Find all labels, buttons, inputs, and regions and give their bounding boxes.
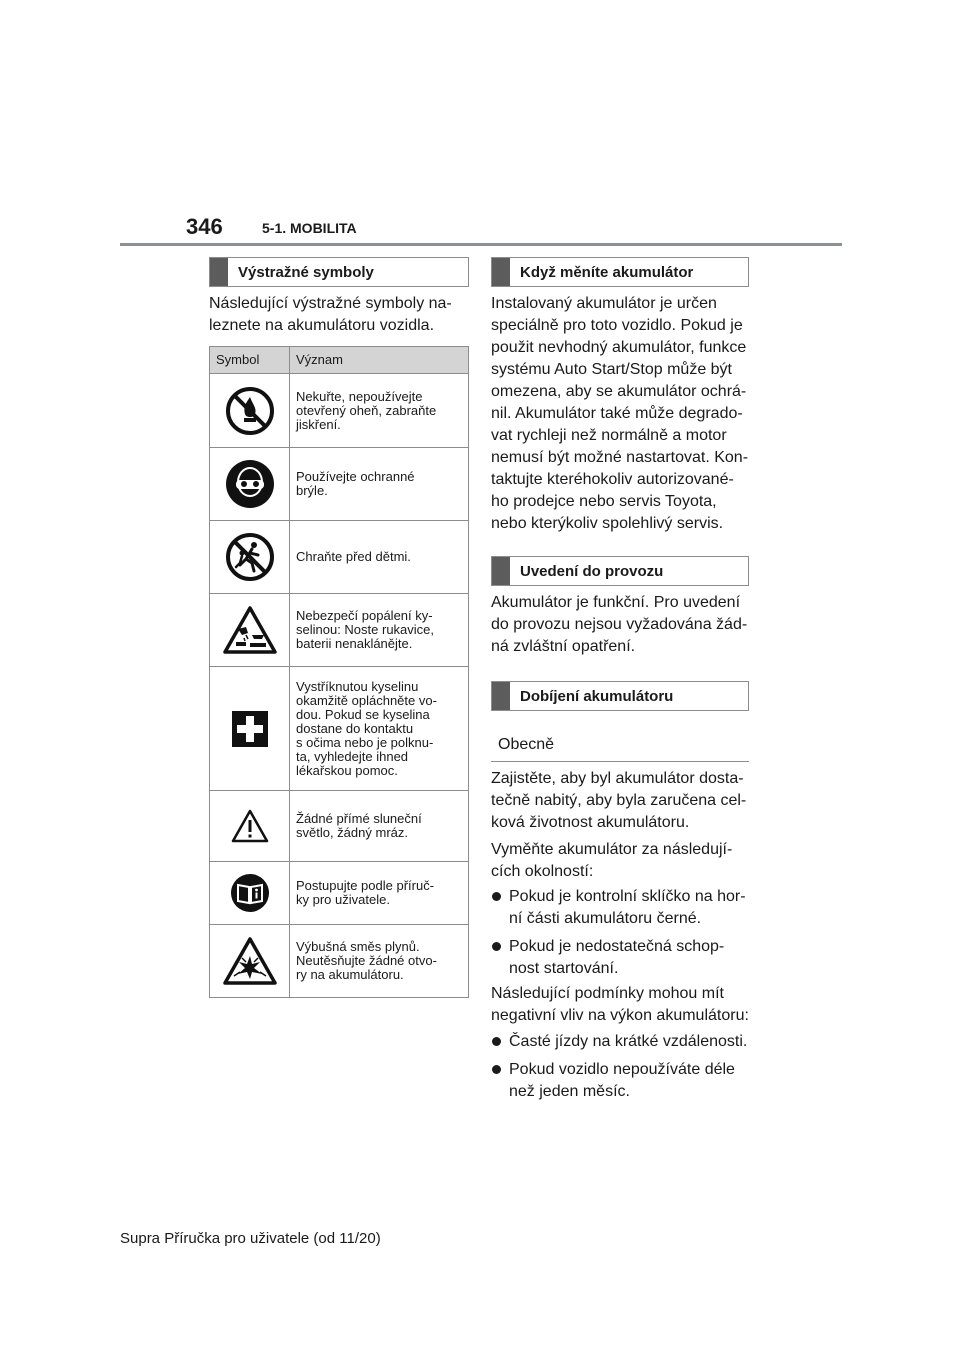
text-line: Nebezpečí popálení ky- [296, 608, 433, 623]
meaning-cell [290, 521, 469, 594]
text-line: Následující výstražné symboly na- [209, 295, 452, 312]
list-item [491, 1031, 753, 1053]
column-header-meaning: Význam [290, 347, 469, 374]
text-line: Zajistěte, aby byl akumulátor dosta- [491, 770, 744, 787]
text-line: ry na akumulátoru. [296, 967, 404, 982]
charging-paragraph-1 [491, 768, 753, 834]
text-line: leznete na akumulátoru vozidla. [209, 317, 435, 334]
section-heading-commissioning [491, 556, 749, 586]
text-line: dostane do kontaktu [296, 720, 414, 736]
text-line: Pokud je nedostatečná schop- [509, 938, 725, 955]
table-row [210, 374, 469, 448]
text-line: baterii nenaklánějte. [296, 636, 413, 651]
text-line: Žádné přímé sluneční [296, 811, 422, 826]
text-line: nemusí být možné nastartovat. Kon- [491, 449, 749, 466]
text-line: vat rychleji než normálně a motor [491, 427, 727, 444]
safety-goggles-icon [224, 458, 276, 510]
warning-triangle-icon [230, 808, 270, 844]
text-line: Následující podmínky mohou mít [491, 985, 724, 1002]
text-line: cích okolností: [491, 863, 594, 880]
text-line: brýle. [296, 483, 328, 498]
text-line: s očima nebo je polknu- [296, 734, 434, 750]
meaning-cell [290, 448, 469, 521]
text-line: otevřený oheň, zabraňte [296, 402, 437, 418]
chapter-title: 5-1. MOBILITA [262, 220, 357, 236]
charging-paragraph-3 [491, 983, 753, 1027]
text-line: ta, vyhledejte ihned [296, 748, 409, 764]
intro-paragraph [209, 293, 469, 337]
meaning-cell [290, 791, 469, 862]
text-line: Postupujte podle příruč- [296, 878, 435, 893]
text-line: Instalovaný akumulátor je určen [491, 295, 717, 312]
list-item [491, 886, 753, 930]
table-row [210, 862, 469, 925]
text-line: Časté jízdy na krátké vzdálenosti. [509, 1033, 748, 1050]
text-line: Neutěsňujte žádné otvo- [296, 953, 437, 968]
table-row [210, 594, 469, 667]
meaning-cell [290, 374, 469, 448]
symbol-cell [210, 791, 290, 862]
heading-text: Když měníte akumulátor [520, 263, 694, 281]
section-heading-battery-replacement [491, 257, 749, 287]
symbol-cell [210, 667, 290, 791]
page-number: 346 [186, 214, 223, 239]
text-line: tečně nabitý, aby byla zaručena cel- [491, 792, 747, 809]
heading-text: Uvedení do provozu [520, 562, 664, 580]
meaning-cell [290, 594, 469, 667]
text-line: speciálně pro toto vozidlo. Pokud je [491, 317, 743, 334]
heading-bar [210, 258, 228, 286]
text-line: do provozu nejsou vyžadována žád- [491, 616, 748, 633]
negative-conditions-list [491, 1031, 753, 1109]
text-line: než jeden měsíc. [509, 1083, 630, 1100]
heading-bar [492, 258, 510, 286]
table-row [210, 521, 469, 594]
column-header-symbol: Symbol [210, 347, 290, 374]
keep-away-children-icon [224, 531, 276, 583]
text-line: Výbušná směs plynů. [296, 939, 420, 954]
list-item [491, 936, 753, 980]
text-line: selinou: Noste rukavice, [296, 622, 435, 637]
text-line: Pokud je kontrolní sklíčko na hor- [509, 888, 746, 905]
corrosive-warning-icon [222, 605, 278, 655]
commissioning-paragraph [491, 592, 753, 658]
text-line: lékařskou pomoc. [296, 762, 398, 778]
symbol-cell [210, 521, 290, 594]
text-line: omezena, aby se akumulátor ochrá- [491, 383, 747, 400]
list-item [491, 1059, 753, 1103]
section-heading-warning-symbols [209, 257, 469, 287]
text-line: negativní vliv na výkon akumulátoru: [491, 1007, 749, 1024]
text-line: Používejte ochranné [296, 469, 415, 484]
symbol-cell [210, 374, 290, 448]
table-header-row [210, 347, 469, 374]
table-row [210, 667, 469, 791]
heading-bar [492, 557, 510, 585]
text-line: Vystříknutou kyselinu [296, 678, 419, 694]
table-row [210, 448, 469, 521]
subheading-general: Obecně [491, 731, 749, 762]
text-line: Chraňte před dětmi. [296, 549, 411, 564]
text-line: nebo kterýkoliv spolehlivý servis. [491, 515, 724, 532]
text-line: světlo, žádný mráz. [296, 825, 408, 840]
text-line: ková životnost akumulátoru. [491, 814, 690, 831]
meaning-cell [290, 862, 469, 925]
text-line: ho prodejce nebo servis Toyota, [491, 493, 717, 510]
no-fire-icon [224, 385, 276, 437]
heading-bar [492, 682, 510, 710]
text-line: Vyměňte akumulátor za následují- [491, 841, 733, 858]
heading-text: Výstražné symboly [238, 263, 374, 281]
text-line: ní části akumulátoru černé. [509, 910, 702, 927]
text-line: systému Auto Start/Stop může být [491, 361, 732, 378]
charging-paragraph-2 [491, 839, 753, 883]
text-line: nil. Akumulátor také může degrado- [491, 405, 743, 422]
symbol-cell [210, 448, 290, 521]
meaning-cell [290, 925, 469, 998]
text-line: nost startování. [509, 960, 619, 977]
text-line: dou. Pokud se kyselina [296, 706, 430, 722]
text-line: jiskření. [296, 416, 341, 432]
table-row [210, 925, 469, 998]
header-rule [120, 243, 842, 246]
text-line: ná zvláštní opatření. [491, 638, 636, 655]
symbol-table [209, 346, 469, 998]
battery-replacement-paragraph [491, 293, 753, 535]
section-heading-charging [491, 681, 749, 711]
replacement-conditions-list [491, 886, 753, 986]
text-line: okamžitě opláchněte vo- [296, 692, 437, 708]
symbol-cell [210, 594, 290, 667]
manual-info-icon [230, 873, 270, 913]
text-line: ky pro uživatele. [296, 892, 390, 907]
symbol-cell [210, 925, 290, 998]
text-line: Akumulátor je funkční. Pro uvedení [491, 594, 741, 611]
text-line: taktujte kteréhokoliv autorizované- [491, 471, 734, 488]
text-line: použit nevhodný akumulátor, funkce [491, 339, 747, 356]
heading-text: Dobíjení akumulátoru [520, 687, 674, 705]
page-footer: Supra Příručka pro uživatele (od 11/20) [120, 1230, 381, 1247]
table-row [210, 791, 469, 862]
first-aid-cross-icon [232, 711, 268, 747]
text-line: Pokud vozidlo nepoužíváte déle [509, 1061, 735, 1078]
explosion-warning-icon [222, 936, 278, 986]
meaning-cell [290, 667, 469, 791]
text-line: Nekuřte, nepoužívejte [296, 388, 423, 404]
symbol-cell [210, 862, 290, 925]
